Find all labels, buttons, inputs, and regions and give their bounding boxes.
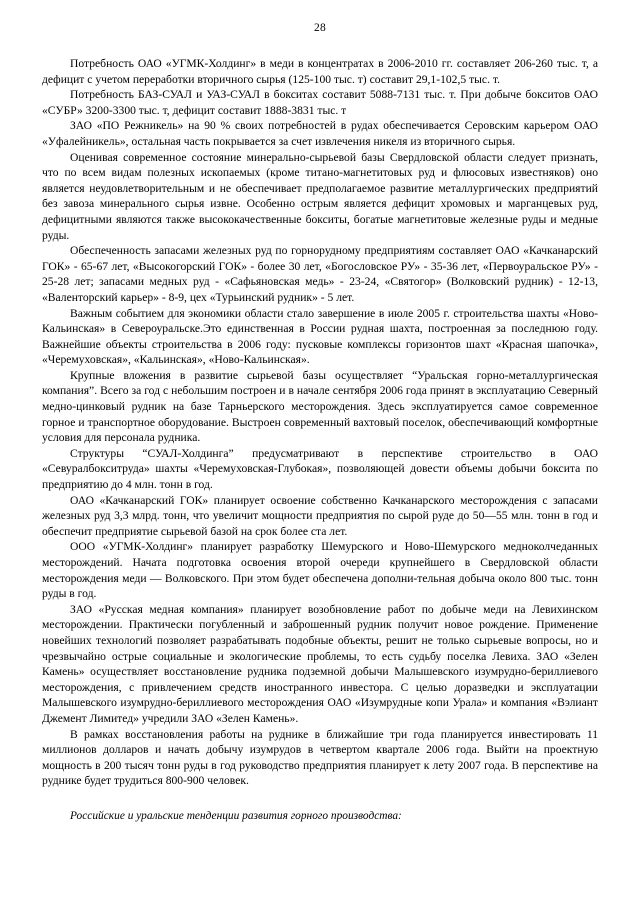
- paragraph: ООО «УГМК-Холдинг» планирует разработку Шемурского и Ново-Шемурского медноколчеданных месторождений. Начата подготовка освоения второй очереди крупнейшего в Свердловской области месторождения меди — Волковского. При этом будет обеспечена дополни-тельная добыча около 800 тыс. тонн руды в год.: [42, 540, 598, 601]
- page-number: 28: [314, 22, 326, 34]
- paragraph: ЗАО «ПО Режникель» на 90 % своих потребностей в рудах обеспечивается Серовским карьером ОАО «Уфалейникель», остальная часть покрывается за счет извлечения никеля из вторичного сырья.: [42, 119, 598, 148]
- paragraph: ЗАО «Русская медная компания» планирует возобновление работ по добыче меди на Левихинском месторождении. Практически погубленный и заброшенный рудник получит новое рождение. Применение новейших технологий позволяет разрабатывать подобные объекты, решит не только сырьевые вопросы, но и чрезвычайно острые социальные и экологические проблемы, то есть судьбу поселка Левиха. ЗАО «Зелен Камень» осуществляет восстановление рудника подземной добычи Малышевского изумрудно-бериллиевого месторождения, с привлечением средств иностранного инвестора. С целью доразведки и эксплуатации Малышевского изумрудно-бериллиевого месторождения ОАО «Изумрудные копи Урала» и компания «Вэлиант Джемент Лимитед» учредили ЗАО «Зелен Камень».: [42, 602, 598, 725]
- paragraph: Потребность ОАО «УГМК-Холдинг» в меди в концентратах в 2006-2010 гг. составляет 206-260 тыс. т, а дефицит с учетом переработки вторичного сырья (125-100 тыс. т) составит 29,1-102,5 тыс. т.: [42, 57, 598, 86]
- paragraph: В рамках восстановления работы на руднике в ближайшие три года планируется инвестировать 11 миллионов долларов и начать добычу изумрудов в четвертом квартале 2006 года. Выйти на проектную мощность в 200 тысяч тонн руды в год руководство предприятия планирует к лету 2007 года. В перспективе на руднике будет трудиться 800-900 человек.: [42, 727, 598, 788]
- paragraph: ОАО «Качканарский ГОК» планирует освоение собственно Качканарского месторождения с запасами железных руд 3,3 млрд. тонн, что увеличит мощности предприятия по сырой руде до 50—55 млн. тонн в год и обеспечит предприятие сырьевой базой на срок более ста лет.: [42, 493, 598, 538]
- paragraph: Крупные вложения в развитие сырьевой базы осуществляет “Уральская горно-металлургическая компания”. Всего за год с небольшим построен и в начале сентября 2006 года принят в эксплуатацию Северный медно-цинковый рудник на базе Тарньерского месторождения. Здесь эксплуатируется самое современное горное и транспортное оборудование. Выстроен современный вахтовый поселок, обеспечивающий комфортные условия для персонала рудника.: [42, 368, 598, 445]
- paragraph: Важным событием для экономики области стало завершение в июле 2005 г. строительства шахты «Ново-Кальинская» в Североуральске.Это единственная в России рудная шахта, построенная за последнюю году. Важнейшие объекты строительства в 2006 году: пусковые комплексы горизонтов шахт «Красная шапочка», «Черемуховская», «Кальинская», «Ново-Кальинская».: [42, 306, 598, 367]
- paragraph: Потребность БАЗ-СУАЛ и УАЗ-СУАЛ в бокситах составит 5088-7131 тыс. т. При добыче бокситов ОАО «СУБР» 3200-3300 тыс. т, дефицит составит 1888-3831 тыс. т: [42, 88, 598, 117]
- paragraph: Структуры “СУАЛ-Холдинга” предусматривают в перспективе строительство в ОАО «Севуралбокситруда» шахты «Черемуховская-Глубокая», позволяющей довести объемы добычи боксита по предприятию до 4 млн. тонн в год.: [42, 446, 598, 492]
- paragraph: Обеспеченность запасами железных руд по горнорудному предприятиям составляет ОАО «Качканарский ГОК» - 65-67 лет, «Высокогорский ГОК» - более 30 лет, «Богословское РУ» - 35-36 лет, «Первоуральское РУ» - 25-28 лет; запасами медных руд - «Сафьяновская медь» - 23-24, «Святогор» (Волковский рудник) - 12-13, «Валенторский карьер» - 8-9, цех «Турьинский рудник» - 5 лет.: [42, 244, 598, 304]
- document-body: [42, 56, 598, 789]
- paragraph: Оценивая современное состояние минерально-сырьевой базы Свердловской области следует признать, что по всем видам полезных ископаемых (кроме титано-магнетитовых руд и флюсовых известняков) оно является неудовлетворительным и не обеспечивает предполагаемое развитие металлургических предприятий без завоза минерального сырья извне. Особенно острым является дефицит хромовых и марганцевых руд, дефицитными являются также высококачественные бокситы, богатые магнетитовые железные руды и медные руды.: [42, 150, 598, 242]
- footer-note: Российские и уральские тенденции развития горного производства:: [70, 809, 402, 822]
